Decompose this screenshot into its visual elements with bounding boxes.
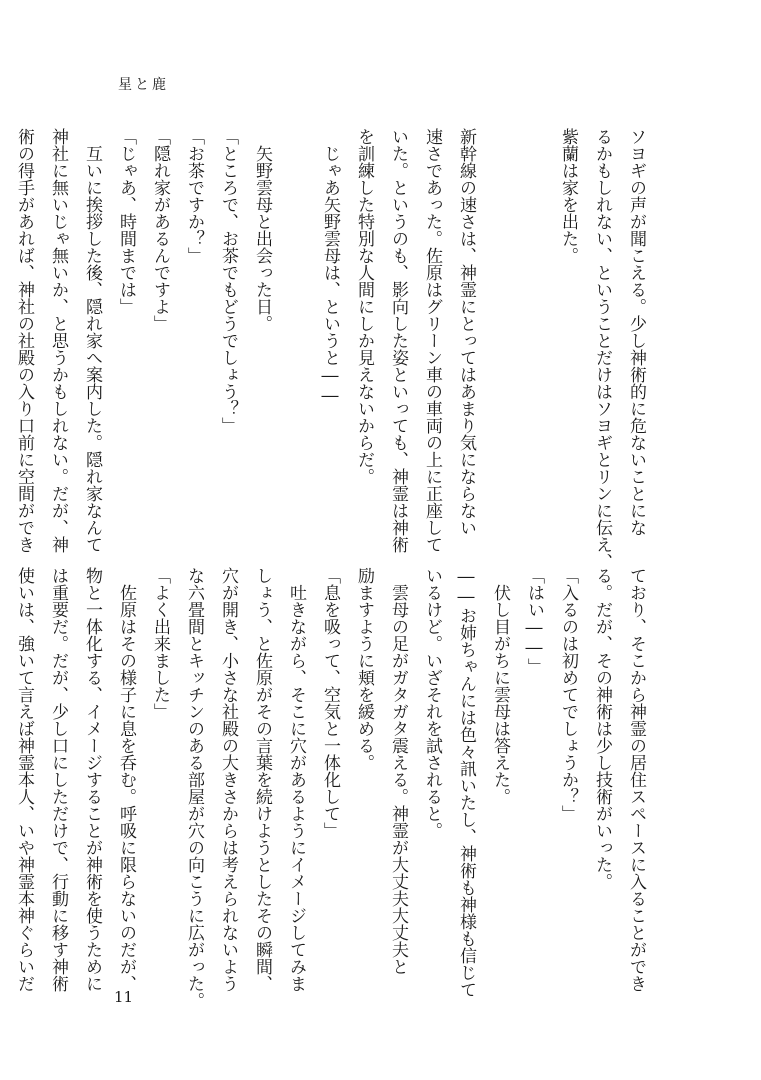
text-line: 吐きながら、そこに穴があるようにイメージしてみま bbox=[286, 567, 306, 992]
text-line: 雲母の足がガタガタ震える。神霊が大丈夫大丈夫と bbox=[388, 567, 408, 975]
text-line: るかもしれない、ということだけはソヨギとリンに伝え、 bbox=[592, 128, 612, 570]
text-line: る。だが、その神術は少し技術がいった。 bbox=[592, 567, 612, 890]
text-line bbox=[0, 567, 7, 618]
text-block-top bbox=[7, 128, 653, 570]
text-line: 「じゃあ、時間までは」 bbox=[116, 128, 136, 315]
text-line: いるけど。いざそれを試されると。 bbox=[422, 567, 442, 839]
text-line: 「入るのは初めてでしょうか？」 bbox=[558, 567, 578, 822]
text-line: 「よく出来ました」 bbox=[150, 567, 170, 720]
text-line: 「隠れ家があるんですよ」 bbox=[150, 128, 170, 332]
text-line: 「はい――」 bbox=[524, 567, 544, 675]
text-line: 使いは、強いて言えば神霊本人、いや神霊本神ぐらいだ bbox=[14, 567, 34, 992]
text-line: 「息を吸って、空気と一体化して」 bbox=[320, 567, 340, 839]
text-line: ――お姉ちゃんには色々訊いたし、神術も神様も信じて bbox=[456, 567, 476, 998]
text-line: 佐原はその様子に息を呑む。呼吸に限らないのだが、 bbox=[116, 567, 136, 992]
text-line: 伏し目がちに雲母は答えた。 bbox=[490, 567, 510, 805]
text-line: 互いに挨拶した後、隠れ家へ案内した。隠れ家なんて bbox=[82, 128, 102, 553]
text-line: ており、そこから神霊の居住スペースに入ることができ bbox=[626, 567, 646, 992]
text-line: を訓練した特別な人間にしか見えないからだ。 bbox=[354, 128, 374, 485]
text-line: 紫蘭は家を出た。 bbox=[558, 128, 578, 264]
running-header: 星と鹿 bbox=[118, 77, 169, 93]
text-line: ソヨギの声が聞こえる。少し神術的に危ないことにな bbox=[626, 128, 646, 536]
text-line: 新幹線の速さは、神霊にとってはあまり気にならない bbox=[456, 128, 476, 536]
text-line: 神社に無いじゃ無いか、と思うかもしれない。だが、神 bbox=[48, 128, 68, 553]
text-line: は重要だ。だが、少し口にしただけで、行動に移す神術 bbox=[48, 567, 68, 992]
text-line: じゃあ矢野雲母は、というと―― bbox=[320, 128, 340, 406]
page-number: 11 bbox=[114, 988, 134, 1006]
text-line: 穴が開き、小さな社殿の大きさからは考えられないよう bbox=[218, 567, 238, 992]
text-line: 物と一体化する、イメージすることが神術を使うために bbox=[82, 567, 102, 992]
text-line: 「ところで、お茶でもどうでしょう？」 bbox=[218, 128, 238, 434]
text-line: 術の得手があれば、神社の社殿の入り口前に空間ができ bbox=[14, 128, 34, 553]
text-line: な六畳間とキッチンのある部屋が穴の向こうに広がった。 bbox=[184, 567, 204, 1009]
text-line: 励ますように頬を緩める。 bbox=[354, 567, 374, 771]
text-line: しょう、と佐原がその言葉を続けようとしたその瞬間、 bbox=[252, 567, 272, 992]
text-line: 矢野雲母と出会った日。 bbox=[252, 128, 272, 332]
text-line: 速さであった。佐原はグリーン車の車両の上に正座して bbox=[422, 128, 442, 553]
text-line: 「お茶ですか？」 bbox=[184, 128, 204, 264]
text-line: いた。というのも、影向した姿といっても、神霊は神術 bbox=[388, 128, 408, 553]
